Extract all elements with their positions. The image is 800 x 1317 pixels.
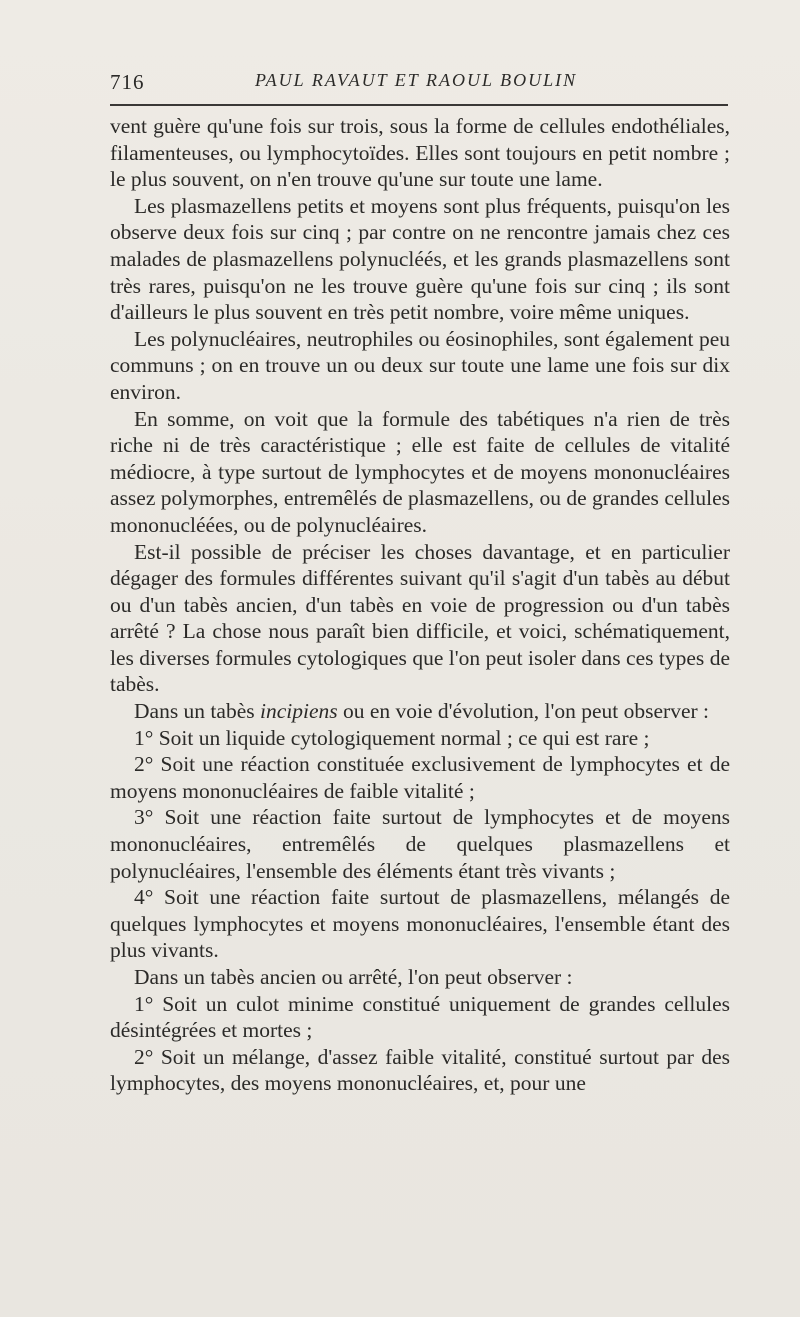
list-item-3: 3° Soit une réaction faite surtout de lymphocytes et de moyens mononucléaires, entremêlés de quelques plasmazellens et polynucléaires, l'ensemble des éléments étant très vivants ; [110, 805, 730, 883]
list-item-1: 1° Soit un liquide cytologiquement normal ; ce qui est rare ; [134, 725, 650, 750]
incipiens-after: ou en voie d'évolution, l'on peut observer : [337, 699, 710, 724]
list-item-2: 2° Soit une réaction constituée exclusivement de lymphocytes et de moyens mononucléaires de faible vitalité ; [110, 752, 730, 803]
paragraph-tabes-incipiens [110, 698, 730, 725]
header-rule [110, 104, 728, 106]
list-item-4: 4° Soit une réaction faite surtout de plasmazellens, mélangés de quelques lymphocytes et moyens mononucléaires, l'ensemble étant des plus vivants. [110, 885, 730, 963]
body-text [110, 113, 730, 1097]
incipiens-term: incipiens [260, 699, 338, 724]
paragraph-plasmazellens: Les plasmazellens petits et moyens sont plus fréquents, puisqu'on les observe deux fois sur cinq ; par contre on ne rencontre jamais chez ces malades de plasmazellens polynucléés, et les grands plasmazellens sont très rares, puisqu'on ne les trouve guère qu'une fois sur cinq ; ils sont d'ailleurs le plus souvent en très petit nombre, voire même uniques. [110, 193, 730, 325]
paragraph-polynucleaires: Les polynucléaires, neutrophiles ou éosinophiles, sont également peu communs ; on en trouve un ou deux sur toute une lame une fois sur dix environ. [110, 326, 730, 404]
incipiens-before: Dans un tabès [134, 699, 260, 724]
page-header [110, 70, 725, 98]
paragraph-tabes-ancien: Dans un tabès ancien ou arrêté, l'on peut observer : [134, 965, 573, 989]
paragraph-est-il-possible: Est-il possible de préciser les choses davantage, et en particulier dégager des formules différentes suivant qu'il s'agit d'un tabès au début ou d'un tabès ancien, d'un tabès en voie de progression ou d'un tabès arrêté ? La chose nous paraît bien difficile, et voici, schématiquement, les diverses formules cytologiques que l'on peut isoler dans ces types de tabès. [110, 539, 730, 697]
list-item-ancien-1: 1° Soit un culot minime constitué uniquement de grandes cellules désintégrées et mortes ; [110, 991, 730, 1043]
page-number: 716 [110, 70, 145, 94]
paragraph-continuation: vent guère qu'une fois sur trois, sous la forme de cellules endothéliales, filamenteuses, ou lymphocytoïdes. Elles sont toujours en petit nombre ; le plus souvent, on n'en trouve qu'une sur toute une lame. [110, 114, 730, 192]
running-head: PAUL RAVAUT ET RAOUL BOULIN [255, 70, 578, 90]
list-item-ancien-2: 2° Soit un mélange, d'assez faible vitalité, constitué surtout par des lymphocytes, des moyens mononucléaires, et, pour une [110, 1044, 730, 1096]
paragraph-en-somme: En somme, on voit que la formule des tabétiques n'a rien de très riche ni de très caractéristique ; elle est faite de cellules de vitalité médiocre, à type surtout de lymphocytes et de moyens mononucléaires assez polymorphes, entremêlés de plasmazellens, ou de grandes cellules mononucléées, ou de polynucléaires. [110, 406, 730, 537]
